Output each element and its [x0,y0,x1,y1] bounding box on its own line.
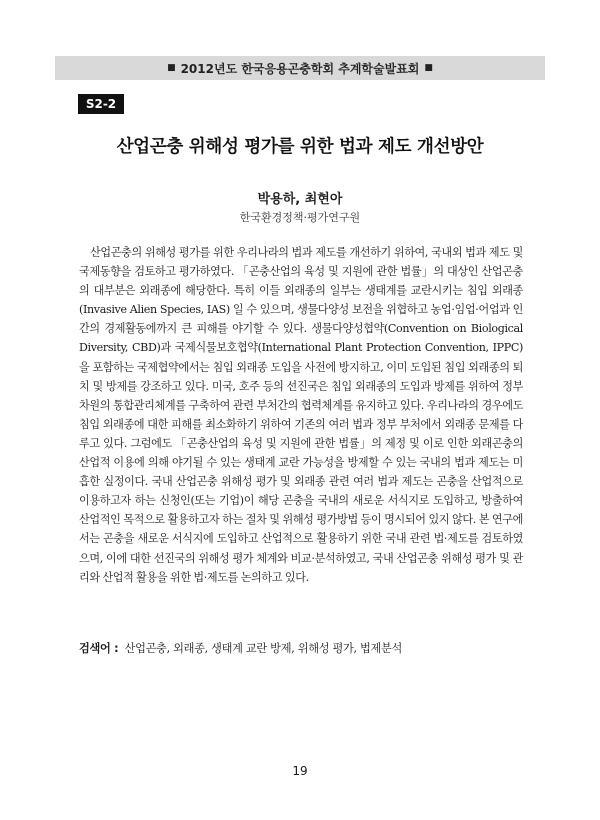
keywords-line [79,640,523,656]
header-square-right: ■ [424,63,433,73]
header-square-left: ■ [167,63,176,73]
affiliation: 한국환경정책·평가연구원 [239,211,361,224]
page-number: 19 [292,764,308,778]
paper-title: 산업곤충 위해성 평가를 위한 법과 제도 개선방안 [116,137,484,157]
session-tag: S2-2 [78,94,124,114]
keywords-terms: 산업곤충, 외래종, 생태계 교란 방제, 위해성 평가, 법제분석 [124,642,403,655]
keywords-label: 검색어 : [79,642,119,655]
conference-title: 2012년도 한국응용곤충학회 추계학술발표회 [180,61,420,76]
abstract-body: 산업곤충의 위해성 평가를 위한 우리나라의 법과 제도를 개선하기 위하여, 국내외 법과 제도 및 국제동향을 검토하고 평가하였다. 「곤충산업의 육성 및 지원에 관한 법률」의 대상인 산업곤충의 대부분은 외래종에 해당한다. 특히 이들 외래종의 일부는 생태계를 교란시키는 침입 외래종(Invasive Alien Species, IAS) 일 수 있으며, 생물다양성 보전을 위협하고 농업·임업·어업과 인간의 경제활동에까지 큰 피해를 야기할 수 있다. 생물다양성협약(Convention on Biological Diversity, CBD)과 국제식물보호협약(International Plant Protection Convention, IPPC)을 포함하는 국제협약에서는 침입 외래종 도입을 사전에 방지하고, 이미 도입된 침입 외래종의 퇴치 및 방제를 강조하고 있다. 미국, 호주 등의 선진국은 침입 외래종의 도입과 방제를 위하여 정부차원의 통합관리체계를 구축하여 관련 부처간의 협력체계를 유지하고 있다. 우리나라의 경우에도 침입 외래종에 대한 피해를 최소화하기 위하여 기존의 여러 법과 정부 부처에서 외래종 문제를 다루고 있다. 그럼에도 「곤충산업의 육성 및 지원에 관한 법률」의 제정 및 이로 인한 외래곤충의 산업적 이용에 의해 야기될 수 있는 생태계 교란 가능성을 방제할 수 있는 국내의 법과 제도는 미흡한 실정이다. 국내 산업곤충 위해성 평가 및 외래종 관련 여러 법과 제도는 곤충을 산업적으로 이용하고자 하는 신청인(또는 기업)이 해당 곤충을 국내의 새로운 서식지로 도입하고, 방출하여 산업적인 목적으로 활용하고자 하는 절차 및 위해성 평가방법 등이 명시되어 있지 않다. 본 연구에서는 곤충을 새로운 서식지에 도입하고 산업적으로 활용하기 위한 국내 관련 법·제도를 검토하였으며, 이에 대한 선진국의 위해성 평가 체계와 비교·분석하였고, 국내 산업곤충 위해성 평가 및 관리와 산업적 활용을 위한 법·제도를 논의하고 있다. [79,246,523,584]
authors: 박용하, 최현아 [257,192,343,207]
conference-header-bar [55,56,545,80]
